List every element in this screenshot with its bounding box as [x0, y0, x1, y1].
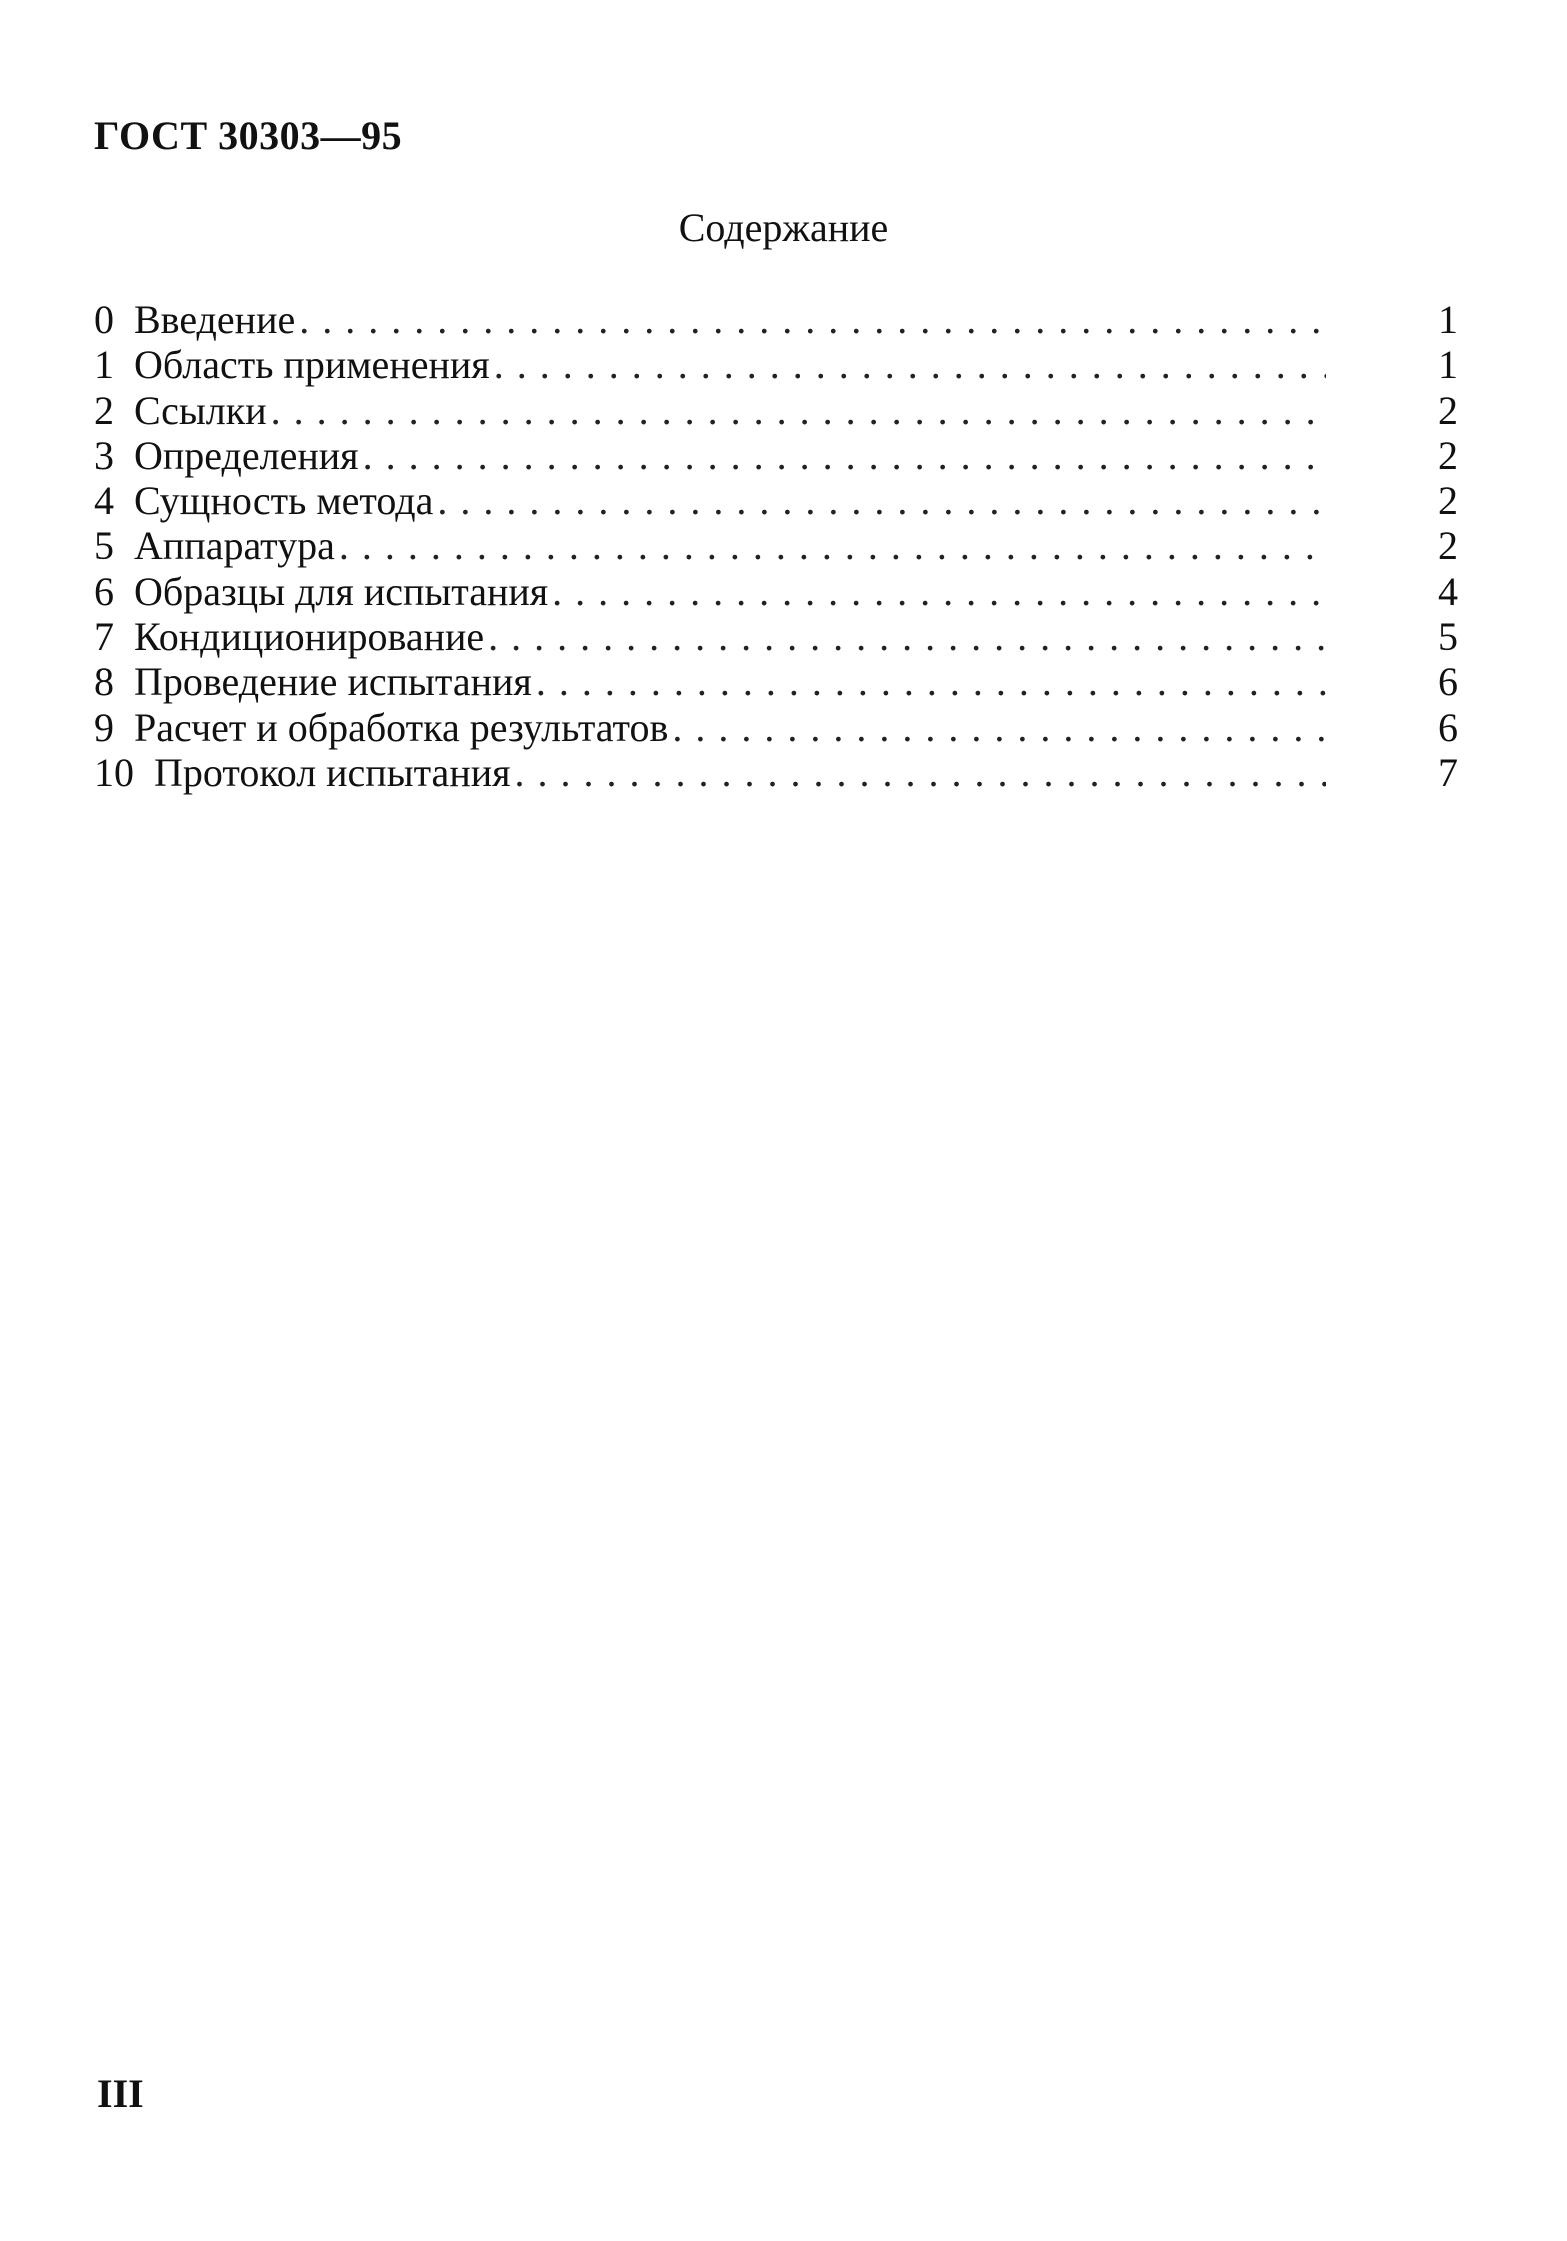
- toc-item-10: [94, 750, 1458, 795]
- toc-item-number: 8: [94, 659, 114, 705]
- toc-item-label: Аппаратура: [134, 523, 335, 569]
- toc-item-9: [94, 705, 1458, 750]
- toc-item-page: 5: [1438, 614, 1458, 660]
- toc-item-label: Расчет и обработка результатов: [134, 704, 669, 750]
- dot-leader: [515, 750, 1326, 795]
- toc-item-page: 4: [1438, 568, 1458, 614]
- toc-item-label: Определения: [134, 432, 359, 478]
- toc-item-page: 2: [1438, 478, 1458, 524]
- toc-item-number: 7: [94, 614, 114, 660]
- dot-leader: [299, 297, 1326, 342]
- toc-item-page: 6: [1438, 704, 1458, 750]
- toc-item-number: 9: [94, 704, 114, 750]
- toc-item-page: 6: [1438, 659, 1458, 705]
- dot-leader: [536, 659, 1326, 704]
- toc-item-number: 6: [94, 568, 114, 614]
- toc-item-label: Протокол испытания: [154, 749, 511, 795]
- toc-item-label: Кондиционирование: [134, 614, 485, 660]
- toc-item-5: [94, 523, 1458, 568]
- toc-item-page: 7: [1438, 749, 1458, 795]
- dot-leader: [488, 614, 1326, 659]
- toc-item-4: [94, 478, 1458, 523]
- dot-leader: [339, 523, 1326, 568]
- toc-item-label: Введение: [134, 297, 296, 342]
- toc-item-3: [94, 433, 1458, 478]
- document-code: ГОСТ 30303—95: [94, 113, 403, 158]
- toc-item-page: 2: [1438, 387, 1458, 433]
- toc-item-number: 2: [94, 387, 114, 433]
- toc-item-page: 2: [1438, 432, 1458, 478]
- toc-item-label: Ссылки: [134, 387, 267, 433]
- toc-item-7: [94, 614, 1458, 659]
- dot-leader: [363, 433, 1326, 478]
- toc-item-number: 1: [94, 342, 114, 388]
- toc-item-page: 1: [1438, 297, 1458, 342]
- dot-leader: [672, 705, 1326, 750]
- page-number: III: [97, 2071, 144, 2116]
- dot-leader: [437, 478, 1326, 523]
- dot-leader: [271, 388, 1326, 433]
- toc-item-0: [94, 297, 1458, 342]
- toc-item-label: Образцы для испытания: [134, 568, 549, 614]
- toc-item-8: [94, 659, 1458, 704]
- toc-item-number: 3: [94, 432, 114, 478]
- toc-item-1: [94, 342, 1458, 387]
- toc-item-label: Область применения: [134, 342, 490, 388]
- table-of-contents: [94, 297, 1458, 795]
- toc-title: Содержание: [678, 205, 889, 250]
- toc-item-6: [94, 569, 1458, 614]
- toc-item-2: [94, 388, 1458, 433]
- dot-leader: [552, 569, 1326, 614]
- toc-item-label: Сущность метода: [134, 478, 434, 524]
- toc-item-number: 5: [94, 523, 114, 569]
- toc-item-label: Проведение испытания: [134, 659, 532, 705]
- dot-leader: [494, 342, 1326, 387]
- toc-item-number: 0: [94, 297, 114, 342]
- toc-item-page: 2: [1438, 523, 1458, 569]
- toc-item-page: 1: [1438, 342, 1458, 388]
- toc-item-number: 10: [94, 749, 134, 795]
- toc-item-number: 4: [94, 478, 114, 524]
